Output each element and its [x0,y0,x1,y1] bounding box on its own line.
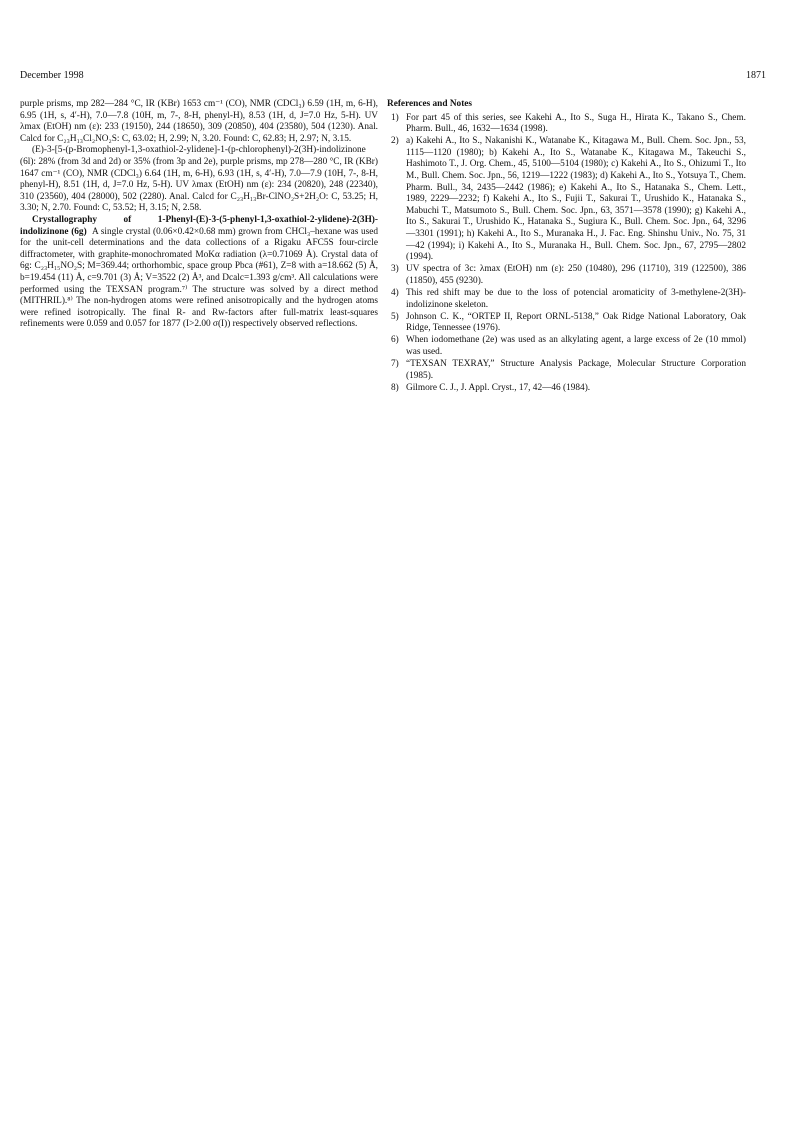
compound-6l-paragraph [20,145,378,215]
compound-6l-name: (E)-3-[5-(p-Bromophenyl-1,3-oxathiol-2-ylidene]-1-(p-chlorophenyl)-2(3H)-indolizinone (6l): [20,145,366,167]
crystallography-text: A single crystal (0.06×0.42×0.68 mm) grown from CHCl₃–hexane was used for the unit-cell determinations and the data collections of a Rigaku AFC5S four-circle diffractometer, with graphite-monochromated MoKα radiation (λ=0.71069 Å). Crystal data of 6g: C₂₃H₁₅NO₂S; M=369.44; orthorhombic, space group Pbca (#61), Z=8 with a=18.662 (5) Å, b=19.454 (11) Å, c=9.701 (3) Å; V=3522 (2) Å³, and Dcalc=1.393 g/cm³. All calculations were performed using the TEXSAN program.⁷⁾ The structure was solved by a direct method (MITHRIL).⁸⁾ The non-hydrogen atoms were refined anisotropically and the hydrogen atoms were refined isotropically. The final R- and Rw-factors after full-matrix least-squares refinements were 0.059 and 0.057 for 1877 (I>2.00 σ(I)) respectively observed reflections. [20,226,378,330]
compound-6k-data-paragraph: purple prisms, mp 282—284 °C, IR (KBr) 1653 cm⁻¹ (CO), NMR (CDCl₃) 6.59 (1H, m, 6-H), 6.95 (1H, s, 4′-H), 7.0—7.8 (10H, m, 7-, 8-H, phenyl-H), 8.53 (1H, d, J=7.0 Hz, 5-H). UV λmax (EtOH) nm (ε): 233 (19150), 244 (18650), 309 (20850), 404 (23580), 504 (1230). Anal. Calcd for C₂₃H₁₃Cl₂NO₂S: C, 63.02; H, 2.99; N, 3.20. Found: C, 62.83; H, 2.97; N, 3.15. [20,99,378,144]
reference-number: 5) [391,311,399,322]
compound-6l-data: 28% (from 3d and 2d) or 35% (from 3p and 2e), purple prisms, mp 278—280 °C, IR (KBr) 1647 cm⁻¹ (CO), NMR (CDCl₃) 6.64 (1H, m, 6-H), 6.93 (1H, s, 4′-H), 7.0—7.9 (10H, 7-, 8-H, phenyl-H), 8.51 (1H, d, J=7.0 Hz, 5-H). UV λmax (EtOH) nm (ε): 234 (20820), 248 (22340), 310 (23560), 404 (28000), 502 (2280). Anal. Calcd for C₂₃H₁₃Br-ClNO₂S+2H₂O: C, 53.25; H, 3.30; N, 2.70. Found: C, 53.52; H, 3.15; N, 2.58. [20,156,378,214]
reference-item [386,264,746,287]
reference-text: UV spectra of 3c: λmax (EtOH) nm (ε): 250 (10480), 296 (11710), 319 (122500), 386 (11850), 455 (9230). [406,264,746,286]
reference-number: 4) [391,288,399,298]
reference-text: For part 45 of this series, see Kakehi A., Ito S., Suga H., Hirata K., Takano S., Chem. Pharm. Bull., 46, 1632—1634 (1998). [406,112,746,135]
reference-number: 7) [391,359,399,370]
reference-item [386,383,746,395]
reference-text: When iodomethane (2e) was used as an alkylating agent, a large excess of 2e (10 mmol) was used. [406,335,746,357]
reference-number: 8) [391,382,399,393]
reference-item [386,136,746,264]
reference-number: 3) [391,264,399,275]
reference-text: Johnson C. K., “ORTEP II, Report ORNL-5138,” Oak Ridge National Laboratory, Oak Ridge, Tennessee (1976). [406,311,746,334]
reference-number: 1) [391,112,399,123]
crystallography-heading: Crystallography of 1-Phenyl-(E)-3-(5-phenyl-1,3-oxathiol-2-ylidene)-2(3H)-indolizinone (6g) [20,214,378,237]
references-column [386,99,746,395]
reference-text: a) Kakehi A., Ito S., Nakanishi K., Watanabe K., Kitagawa M., Bull. Chem. Soc. Jpn., 53, 1115—1120 (1980); b) Kakehi A., Ito S., Watanabe K., Kitagawa M., Takeuchi S., Hashimoto T., J. Org. Chem., 45, 5100—5104 (1980); c) Kakehi A., Ito S., Ohizumi T., Ito M., Bull. Chem. Soc. Jpn., 56, 1219—1222 (1983); d) Kakehi A., Ito S., Yotsuya T., Chem. Pharm. Bull., 34, 2435—2442 (1986); e) Kakehi A., Ito S., Hatanaka S., Chem. Lett., 1989, 2229—2232; f) Kakehi A., Ito S., Fujii T., Sakurai T., Urushido K., Hatanaka S., Mabuchi T., Matsumoto S., Bull. Chem. Soc. Jpn., 63, 3571—3578 (1990); g) Kakehi A., Ito S., Sakurai T., Urushido K., Hatanaka S., Sugiura K., Bull. Chem. Soc. Jpn., 64, 3296—3301 (1991); h) Kakehi A., Ito S., Muranaka H., J. Fac. Eng. Shinshu Univ., No. 75, 31—42 (1994); i) Kakehi A., Ito S., Muranaka H., Bull. Chem. Soc. Jpn., 67, 2795—2802 (1994). [406,136,746,263]
reference-item [386,288,746,311]
reference-item [386,335,746,358]
page-number: 1871 [746,70,766,81]
references-list [386,113,746,395]
running-header-date: December 1998 [20,70,84,81]
reference-text: This red shift may be due to the loss of potencial aromaticity of 3-methylene-2(3H)-indolizinone skeleton. [406,288,746,310]
reference-text: “TEXSAN TEXRAY,” Structure Analysis Package, Molecular Structure Corporation (1985). [406,359,746,381]
reference-item [386,312,746,335]
reference-item [386,359,746,382]
left-column [20,99,378,331]
reference-number: 2) [391,136,399,147]
reference-number: 6) [391,335,399,346]
reference-text: Gilmore C. J., J. Appl. Cryst., 17, 42—46 (1984). [406,382,591,393]
references-title: References and Notes [387,99,473,109]
reference-item [386,113,746,136]
crystallography-paragraph [20,215,378,331]
